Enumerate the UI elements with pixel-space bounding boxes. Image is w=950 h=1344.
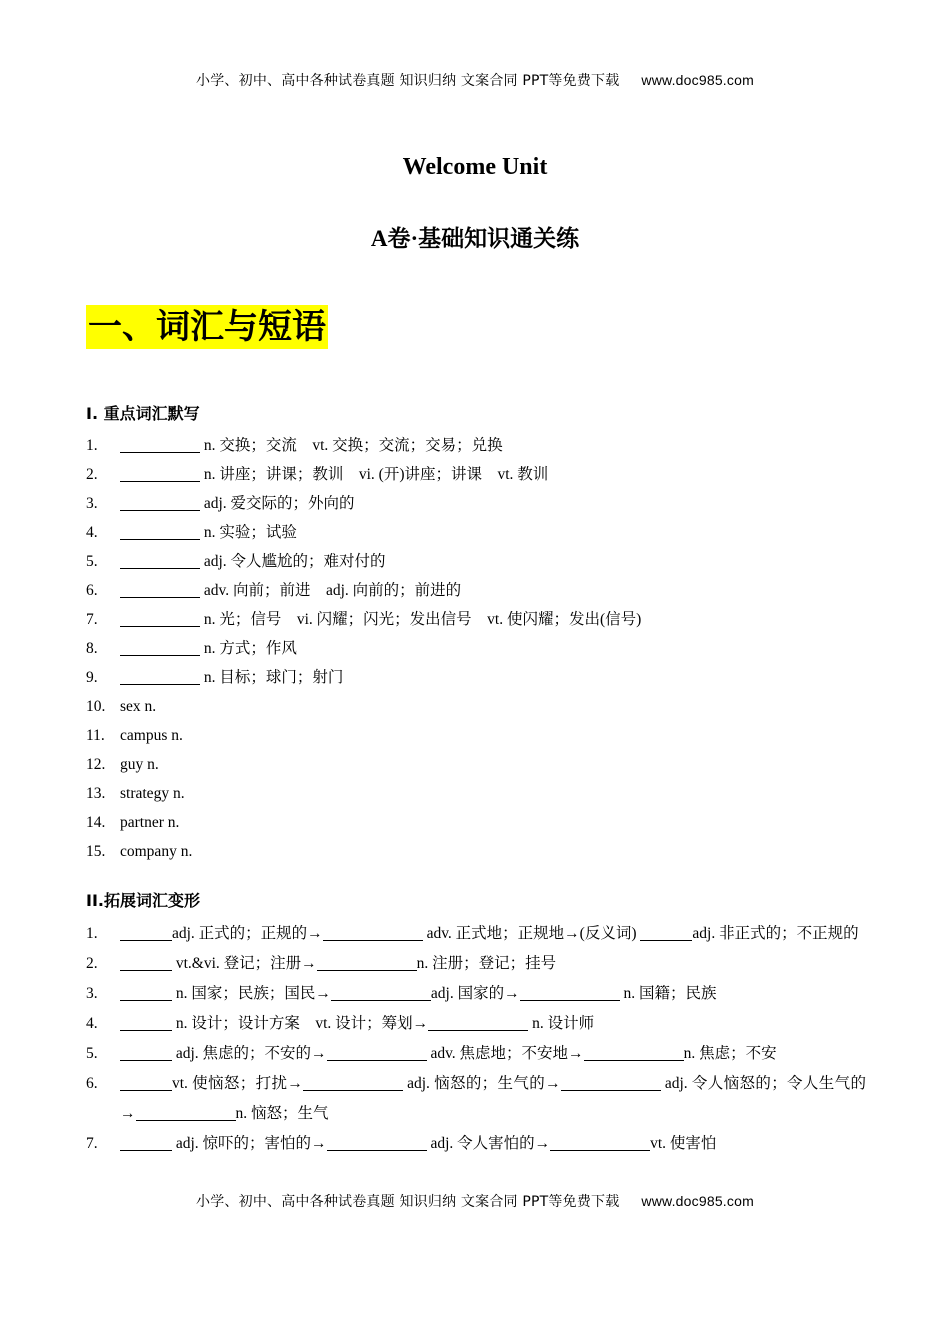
item-text: n. 焦虑；不安: [683, 1045, 777, 1062]
item-number: 1.: [86, 925, 98, 942]
list-item: [86, 518, 866, 547]
list-item: [86, 663, 866, 692]
item-number: 15.: [86, 843, 106, 860]
item-number: 7.: [86, 611, 98, 628]
item-number: 4.: [86, 524, 98, 541]
item-text: adj. 国家的→: [430, 985, 520, 1002]
list-item: [86, 489, 866, 518]
list-item: [86, 750, 866, 779]
page-header: [0, 70, 950, 90]
item-text: adv. 向前；前进 adj. 向前的；前进的: [203, 582, 462, 599]
answer-blank[interactable]: [327, 1044, 427, 1061]
item-text: partner n.: [120, 814, 180, 831]
list-item: [86, 919, 866, 949]
answer-blank[interactable]: [120, 1014, 172, 1031]
item-text: vt.&vi. 登记；注册→: [172, 955, 317, 972]
item-number: 7.: [86, 1135, 98, 1152]
item-text: n. 国籍；民族: [619, 985, 717, 1002]
answer-blank[interactable]: [584, 1044, 684, 1061]
doc-subtitle: A卷·基础知识通关练: [370, 226, 580, 251]
answer-blank[interactable]: [120, 668, 200, 685]
item-number: 9.: [86, 669, 98, 686]
part2-heading: II.拓展词汇变形: [86, 891, 200, 910]
item-text: campus n.: [120, 727, 183, 744]
item-text: n. 实验；试验: [203, 524, 297, 541]
item-number: 2.: [86, 466, 98, 483]
answer-blank[interactable]: [120, 610, 200, 627]
item-text: adv. 正式地；正规地→(反义词): [422, 925, 641, 942]
answer-blank[interactable]: [136, 1104, 236, 1121]
item-number: 5.: [86, 553, 98, 570]
answer-blank[interactable]: [120, 494, 200, 511]
answer-blank[interactable]: [317, 954, 417, 971]
list-item: [86, 837, 866, 866]
item-text: n. 交换；交流 vt. 交换；交流；交易；兑换: [203, 437, 503, 454]
answer-blank[interactable]: [323, 924, 423, 941]
footer-site: www.doc985.com: [641, 1193, 754, 1209]
item-number: 13.: [86, 785, 106, 802]
part1-heading: I. 重点词汇默写: [86, 404, 200, 423]
header-site: www.doc985.com: [641, 72, 754, 88]
list-item: [86, 431, 866, 460]
item-text: adj. 令人恼怒的；令人生气的→: [120, 1075, 866, 1122]
item-number: 10.: [86, 698, 106, 715]
section-heading: 一、词汇与短语: [88, 307, 326, 347]
list-item: [86, 1069, 866, 1129]
item-text: adj. 令人害怕的→: [426, 1135, 551, 1152]
answer-blank[interactable]: [120, 1044, 172, 1061]
page-footer: [0, 1191, 950, 1211]
item-text: company n.: [120, 843, 193, 860]
answer-blank[interactable]: [327, 1134, 427, 1151]
item-text: strategy n.: [120, 785, 185, 802]
answer-blank[interactable]: [640, 924, 692, 941]
answer-blank[interactable]: [120, 523, 200, 540]
item-text: adj. 正式的；正规的→: [172, 925, 323, 942]
answer-blank[interactable]: [120, 465, 200, 482]
answer-blank[interactable]: [120, 984, 172, 1001]
doc-title: Welcome Unit: [402, 154, 548, 180]
item-number: 5.: [86, 1045, 98, 1062]
list-item: [86, 1039, 866, 1069]
list-item: [86, 1129, 866, 1159]
footer-text: 小学、初中、高中各种试卷真题 知识归纳 文案合同 PPT等免费下载: [196, 1194, 620, 1210]
item-text: n. 国家；民族；国民→: [172, 985, 331, 1002]
part1-list: [86, 431, 866, 866]
answer-blank[interactable]: [120, 1134, 172, 1151]
answer-blank[interactable]: [561, 1074, 661, 1091]
list-item: [86, 547, 866, 576]
item-number: 6.: [86, 1075, 98, 1092]
item-text: sex n.: [120, 698, 157, 715]
list-item: [86, 692, 866, 721]
item-number: 14.: [86, 814, 106, 831]
item-number: 12.: [86, 756, 106, 773]
item-text: guy n.: [120, 756, 159, 773]
item-number: 6.: [86, 582, 98, 599]
item-text: n. 方式；作风: [203, 640, 297, 657]
item-text: adj. 令人尴尬的；难对付的: [203, 553, 386, 570]
answer-blank[interactable]: [120, 639, 200, 656]
item-number: 1.: [86, 437, 98, 454]
answer-blank[interactable]: [120, 581, 200, 598]
answer-blank[interactable]: [120, 954, 172, 971]
list-item: [86, 576, 866, 605]
answer-blank[interactable]: [120, 552, 200, 569]
item-text: adv. 焦虑地；不安地→: [426, 1045, 584, 1062]
item-text: n. 目标；球门；射门: [203, 669, 344, 686]
item-text: vt. 使恼怒；打扰→: [172, 1075, 303, 1092]
list-item: [86, 1009, 866, 1039]
item-text: n. 恼怒；生气: [235, 1105, 329, 1122]
item-text: adj. 非正式的；不正规的: [692, 925, 859, 942]
answer-blank[interactable]: [120, 1074, 172, 1091]
list-item: [86, 460, 866, 489]
answer-blank[interactable]: [303, 1074, 403, 1091]
answer-blank[interactable]: [550, 1134, 650, 1151]
answer-blank[interactable]: [520, 984, 620, 1001]
list-item: [86, 779, 866, 808]
item-number: 3.: [86, 985, 98, 1002]
list-item: [86, 634, 866, 663]
item-text: adj. 焦虑的；不安的→: [172, 1045, 327, 1062]
item-number: 8.: [86, 640, 98, 657]
part2-list: [86, 919, 866, 1159]
item-number: 4.: [86, 1015, 98, 1032]
list-item: [86, 605, 866, 634]
item-text: adj. 惊吓的；害怕的→: [172, 1135, 327, 1152]
answer-blank[interactable]: [120, 924, 172, 941]
answer-blank[interactable]: [428, 1014, 528, 1031]
item-number: 11.: [86, 727, 105, 744]
answer-blank[interactable]: [331, 984, 431, 1001]
item-text: n. 注册；登记；挂号: [416, 955, 557, 972]
list-item: [86, 979, 866, 1009]
list-item: [86, 721, 866, 750]
list-item: [86, 808, 866, 837]
header-text: 小学、初中、高中各种试卷真题 知识归纳 文案合同 PPT等免费下载: [196, 73, 620, 89]
item-text: n. 设计；设计方案 vt. 设计；筹划→: [172, 1015, 429, 1032]
item-text: n. 设计师: [528, 1015, 595, 1032]
item-text: n. 光；信号 vi. 闪耀；闪光；发出信号 vt. 使闪耀；发出(信号): [203, 611, 642, 628]
item-text: n. 讲座；讲课；教训 vi. (开)讲座；讲课 vt. 教训: [203, 466, 549, 483]
item-text: vt. 使害怕: [650, 1135, 717, 1152]
item-number: 3.: [86, 495, 98, 512]
answer-blank[interactable]: [120, 436, 200, 453]
item-text: adj. 恼怒的；生气的→: [402, 1075, 561, 1092]
list-item: [86, 949, 866, 979]
item-text: adj. 爱交际的；外向的: [203, 495, 355, 512]
item-number: 2.: [86, 955, 98, 972]
